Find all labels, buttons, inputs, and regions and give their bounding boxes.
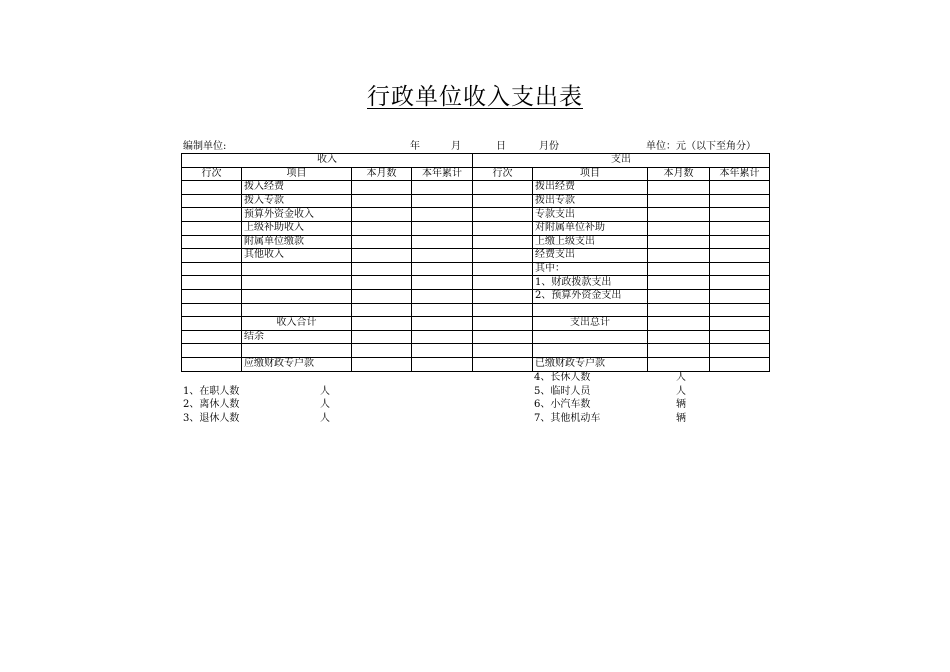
expense-seq-cell[interactable] [473, 276, 533, 290]
income-month-cell[interactable] [352, 221, 412, 235]
expense-item-cell[interactable]: 2、预算外资金支出 [533, 289, 648, 303]
income-seq-cell[interactable] [182, 276, 242, 290]
staff-stat-item [183, 371, 343, 385]
income-item-cell[interactable] [242, 276, 352, 290]
income-item-cell[interactable]: 拨入专款 [242, 194, 352, 208]
income-seq-cell[interactable] [182, 344, 242, 358]
income-seq-cell[interactable] [182, 235, 242, 249]
expense-month-cell[interactable] [648, 208, 710, 222]
expense-month-cell[interactable] [648, 235, 710, 249]
expense-ytd-cell[interactable] [710, 330, 770, 344]
expense-month-cell[interactable] [648, 221, 710, 235]
income-item-cell[interactable]: 上级补助收入 [242, 221, 352, 235]
income-ytd-cell[interactable] [412, 289, 473, 303]
income-month-cell[interactable] [352, 330, 412, 344]
income-month-cell[interactable] [352, 303, 412, 317]
expense-ytd-cell[interactable] [710, 221, 770, 235]
staff-stat-unit: 人 [676, 385, 686, 397]
expense-seq-cell[interactable] [473, 235, 533, 249]
income-seq-cell[interactable] [182, 194, 242, 208]
expense-item-cell[interactable]: 对附属单位补助 [533, 221, 648, 235]
income-month-cell[interactable] [352, 357, 412, 371]
expense-item-cell[interactable] [533, 344, 648, 358]
income-seq-cell[interactable] [182, 221, 242, 235]
table-row [182, 221, 770, 235]
expense-item-cell[interactable]: 其中： [533, 262, 648, 276]
income-ytd-cell[interactable] [412, 262, 473, 276]
expense-ytd-cell[interactable] [710, 344, 770, 358]
staff-stats-left [183, 371, 343, 425]
income-seq-cell[interactable] [182, 181, 242, 195]
expense-item-cell[interactable]: 拨出经费 [533, 181, 648, 195]
expense-item-cell[interactable]: 支出总计 [533, 317, 648, 331]
income-seq-cell[interactable] [182, 249, 242, 263]
income-ytd-cell[interactable] [412, 249, 473, 263]
expense-seq-cell[interactable] [473, 249, 533, 263]
staff-stat-label: 2、离休人数 [183, 399, 240, 410]
expense-item-cell[interactable]: 拨出专款 [533, 194, 648, 208]
expense-seq-cell[interactable] [473, 357, 533, 371]
expense-month-cell[interactable] [648, 330, 710, 344]
column-header-row [182, 167, 770, 181]
expense-ytd-header: 本年累计 [710, 167, 770, 181]
expense-seq-cell[interactable] [473, 262, 533, 276]
income-month-cell[interactable] [352, 208, 412, 222]
expense-month-cell[interactable] [648, 249, 710, 263]
expense-section-header: 支出 [473, 154, 770, 168]
expense-ytd-cell[interactable] [710, 303, 770, 317]
income-item-cell[interactable]: 附属单位缴款 [242, 235, 352, 249]
report-title [0, 78, 950, 111]
income-item-cell[interactable] [242, 344, 352, 358]
expense-ytd-cell[interactable] [710, 262, 770, 276]
income-seq-cell[interactable] [182, 317, 242, 331]
expense-month-cell[interactable] [648, 357, 710, 371]
expense-ytd-cell[interactable] [710, 357, 770, 371]
currency-unit-note: 单位：元（以下至角分） [646, 141, 756, 152]
income-item-cell[interactable]: 其他收入 [242, 249, 352, 263]
table-row [182, 262, 770, 276]
income-ytd-cell[interactable] [412, 276, 473, 290]
table-row [182, 344, 770, 358]
expense-item-cell[interactable]: 1、财政拨款支出 [533, 276, 648, 290]
staff-stat-item [534, 385, 694, 399]
expense-seq-cell[interactable] [473, 194, 533, 208]
expense-item-cell[interactable] [533, 303, 648, 317]
section-header-row [182, 154, 770, 168]
income-ytd-cell[interactable] [412, 317, 473, 331]
income-month-cell[interactable] [352, 289, 412, 303]
expense-month-cell[interactable] [648, 276, 710, 290]
staff-stat-unit: 人 [320, 412, 330, 424]
income-seq-cell[interactable] [182, 330, 242, 344]
income-item-cell[interactable]: 应缴财政专户款 [242, 357, 352, 371]
compiling-unit-label: 编制单位: [183, 141, 227, 152]
staff-stats-right [534, 371, 694, 425]
income-ytd-cell[interactable] [412, 181, 473, 195]
table-row [182, 194, 770, 208]
year-label: 年 [410, 141, 420, 152]
expense-seq-cell[interactable] [473, 317, 533, 331]
income-month-cell[interactable] [352, 317, 412, 331]
expense-item-header: 项目 [533, 167, 648, 181]
staff-stat-item [183, 385, 343, 399]
income-item-cell[interactable]: 结余 [242, 330, 352, 344]
expense-seq-cell[interactable] [473, 181, 533, 195]
staff-stat-unit: 人 [320, 385, 330, 397]
staff-stat-item [534, 398, 694, 412]
expense-ytd-cell[interactable] [710, 249, 770, 263]
expense-ytd-cell[interactable] [710, 289, 770, 303]
income-item-cell[interactable]: 预算外资金收入 [242, 208, 352, 222]
staff-stat-unit: 辆 [676, 412, 686, 424]
month-label: 月 [451, 141, 461, 152]
income-month-cell[interactable] [352, 249, 412, 263]
income-month-header: 本月数 [352, 167, 412, 181]
expense-seq-cell[interactable] [473, 344, 533, 358]
expense-seq-cell[interactable] [473, 221, 533, 235]
staff-stat-item [183, 412, 343, 426]
expense-item-cell[interactable]: 经费支出 [533, 249, 648, 263]
income-item-header: 项目 [242, 167, 352, 181]
income-seq-cell[interactable] [182, 289, 242, 303]
expense-month-cell[interactable] [648, 262, 710, 276]
expense-ytd-cell[interactable] [710, 181, 770, 195]
income-seq-cell[interactable] [182, 303, 242, 317]
income-ytd-cell[interactable] [412, 303, 473, 317]
staff-stat-item [534, 371, 694, 385]
income-ytd-cell[interactable] [412, 208, 473, 222]
table-row [182, 317, 770, 331]
income-seq-header: 行次 [182, 167, 242, 181]
expense-month-cell[interactable] [648, 194, 710, 208]
expense-ytd-cell[interactable] [710, 276, 770, 290]
expense-ytd-cell[interactable] [710, 317, 770, 331]
staff-stat-label: 7、其他机动车 [534, 412, 601, 424]
income-ytd-header: 本年累计 [412, 167, 473, 181]
expense-month-cell[interactable] [648, 303, 710, 317]
table-row [182, 235, 770, 249]
staff-stat-label: 1、在职人数 [183, 385, 240, 397]
income-month-cell[interactable] [352, 344, 412, 358]
staff-stat-unit: 辆 [676, 399, 686, 410]
income-month-cell[interactable] [352, 194, 412, 208]
table-row [182, 276, 770, 290]
income-seq-cell[interactable] [182, 357, 242, 371]
expense-item-cell[interactable] [533, 330, 648, 344]
income-month-cell[interactable] [352, 262, 412, 276]
table-row [182, 289, 770, 303]
table-row [182, 208, 770, 222]
expense-month-cell[interactable] [648, 317, 710, 331]
income-month-cell[interactable] [352, 276, 412, 290]
expense-item-cell[interactable]: 上缴上级支出 [533, 235, 648, 249]
expense-seq-cell[interactable] [473, 303, 533, 317]
income-ytd-cell[interactable] [412, 344, 473, 358]
income-ytd-cell[interactable] [412, 221, 473, 235]
income-expense-table [181, 153, 770, 372]
expense-month-cell[interactable] [648, 344, 710, 358]
expense-seq-header: 行次 [473, 167, 533, 181]
staff-stat-item [183, 398, 343, 412]
table-row [182, 330, 770, 344]
report-title-text: 行政单位收入支出表 [367, 84, 583, 110]
income-item-cell[interactable] [242, 303, 352, 317]
expense-month-cell[interactable] [648, 181, 710, 195]
income-ytd-cell[interactable] [412, 235, 473, 249]
day-label: 日 [496, 141, 506, 152]
expense-item-cell[interactable]: 专款支出 [533, 208, 648, 222]
staff-stat-label: 3、退休人数 [183, 412, 240, 424]
table-row [182, 303, 770, 317]
income-item-cell[interactable]: 拨入经费 [242, 181, 352, 195]
table-row [182, 181, 770, 195]
staff-stat-label: 5、临时人员 [534, 385, 591, 397]
income-seq-cell[interactable] [182, 208, 242, 222]
income-item-cell[interactable] [242, 289, 352, 303]
income-ytd-cell[interactable] [412, 357, 473, 371]
month-period-label: 月份 [539, 141, 559, 152]
staff-stat-item [534, 412, 694, 426]
income-month-cell[interactable] [352, 235, 412, 249]
expense-seq-cell[interactable] [473, 330, 533, 344]
expense-ytd-cell[interactable] [710, 194, 770, 208]
expense-ytd-cell[interactable] [710, 235, 770, 249]
income-section-header: 收入 [182, 154, 473, 168]
expense-month-header: 本月数 [648, 167, 710, 181]
table-row [182, 357, 770, 371]
staff-stat-label: 6、小汽车数 [534, 399, 591, 410]
income-item-cell[interactable] [242, 262, 352, 276]
income-item-cell[interactable]: 收入合计 [242, 317, 352, 331]
expense-item-cell[interactable]: 已缴财政专户款 [533, 357, 648, 371]
staff-stat-unit: 人 [320, 399, 330, 410]
expense-seq-cell[interactable] [473, 289, 533, 303]
income-month-cell[interactable] [352, 181, 412, 195]
expense-seq-cell[interactable] [473, 208, 533, 222]
expense-month-cell[interactable] [648, 289, 710, 303]
table-row [182, 249, 770, 263]
expense-ytd-cell[interactable] [710, 208, 770, 222]
income-ytd-cell[interactable] [412, 330, 473, 344]
income-seq-cell[interactable] [182, 262, 242, 276]
staff-stat-unit: 人 [676, 372, 686, 383]
staff-stat-label: 4、长休人数 [534, 372, 591, 383]
income-ytd-cell[interactable] [412, 194, 473, 208]
